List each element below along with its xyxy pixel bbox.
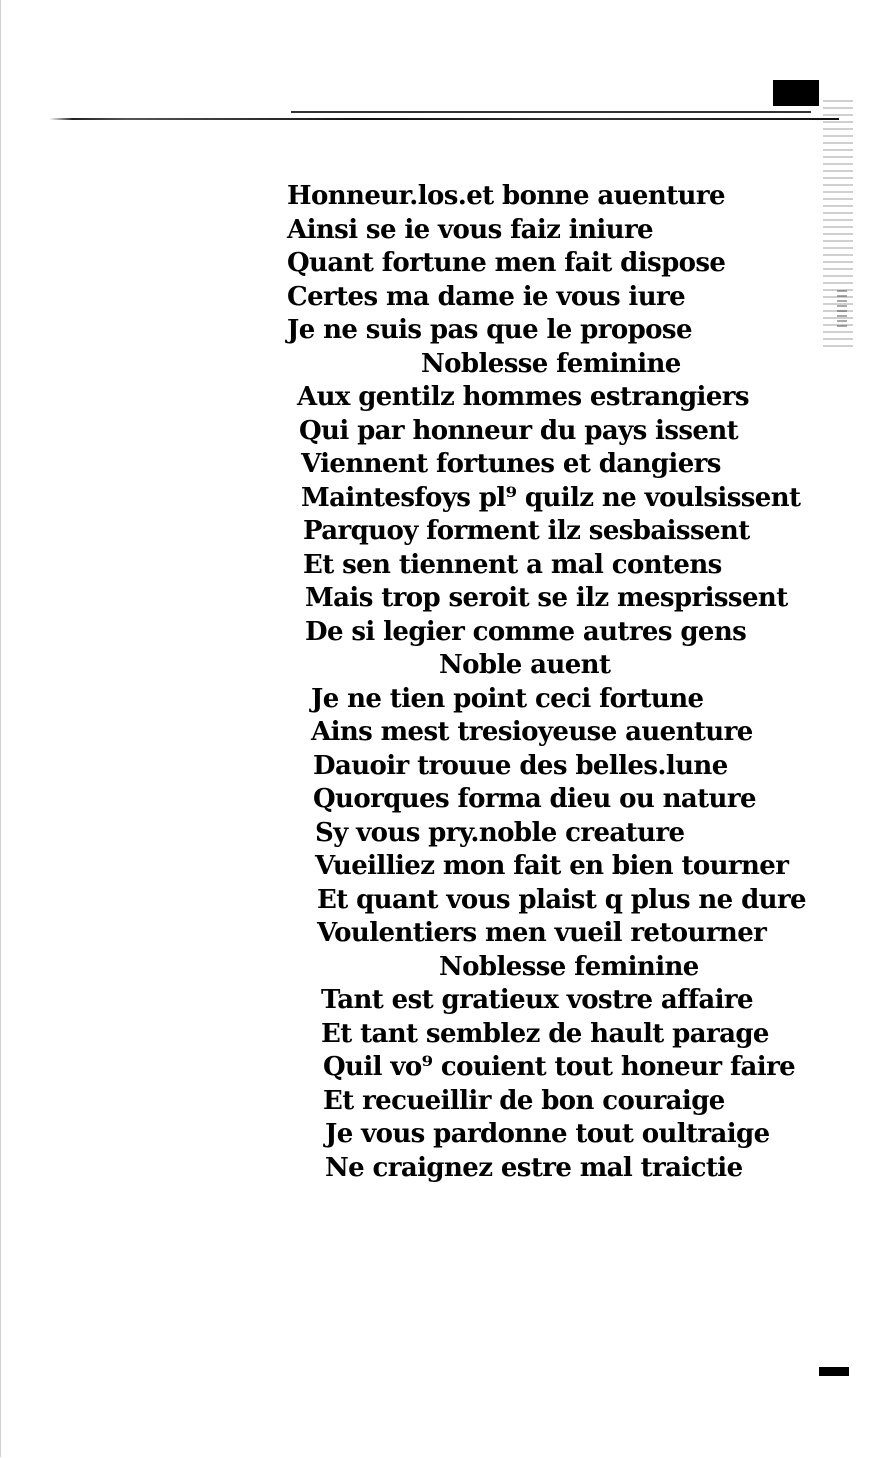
verse-line: Dauoir trouue des belles.lune bbox=[313, 750, 728, 781]
bottom-ink-mark bbox=[819, 1367, 849, 1376]
verse-line: Quant fortune men fait dispose bbox=[287, 248, 726, 278]
top-rule-inner bbox=[291, 111, 811, 113]
verse-line: Ainsi se ie vous faiz iniure bbox=[287, 214, 653, 245]
verse-line: Viennent fortunes et dangiers bbox=[301, 449, 721, 479]
speaker-heading: Noblesse feminine bbox=[421, 348, 681, 379]
verse-line: Ains mest tresioyeuse auenture bbox=[311, 717, 753, 747]
verse-line: De si legier comme autres gens bbox=[305, 616, 747, 647]
verse-line: Honneur.los.et bonne auenture bbox=[287, 181, 725, 211]
speaker-heading: Noblesse feminine bbox=[439, 951, 699, 982]
verse-line: Je vous pardonne tout oultraige bbox=[325, 1119, 770, 1149]
verse-line: Tant est gratieux vostre affaire bbox=[321, 985, 753, 1015]
verse-line: Et quant vous plaist q plus ne dure bbox=[317, 884, 806, 915]
edge-scan-noise-lower bbox=[837, 290, 847, 330]
corner-ink-block bbox=[773, 80, 819, 106]
verse-line: Quorques forma dieu ou nature bbox=[313, 784, 756, 814]
verse-line: Quil vo⁹ couient tout honeur faire bbox=[323, 1052, 796, 1082]
verse-line: Vueilliez mon fait en bien tourner bbox=[315, 851, 789, 881]
verse-line: Certes ma dame ie vous iure bbox=[287, 281, 686, 312]
verse-line: Et tant semblez de hault parage bbox=[321, 1018, 769, 1049]
verse-line: Et sen tiennent a mal contens bbox=[303, 549, 722, 580]
verse-line: Parquoy forment ilz sesbaissent bbox=[303, 516, 750, 546]
verse-line: Je ne tien point ceci fortune bbox=[311, 683, 704, 714]
verse-line: Et recueillir de bon couraige bbox=[323, 1085, 725, 1116]
verse-line: Je ne suis pas que le propose bbox=[287, 315, 692, 345]
verse-line: Mais trop seroit se ilz mesprissent bbox=[305, 583, 788, 613]
verse-line: Qui par honneur du pays issent bbox=[299, 415, 739, 446]
verse-line: Ne craignez estre mal traictie bbox=[325, 1152, 743, 1183]
verse-line: Sy vous pry.noble creature bbox=[315, 817, 685, 848]
speaker-heading: Noble auent bbox=[439, 650, 611, 680]
verse-line: Aux gentilz hommes estrangiers bbox=[297, 382, 749, 412]
verse-line: Maintesfoys pl⁹ quilz ne voulsissent bbox=[301, 482, 801, 513]
verse-line: Voulentiers men vueil retourner bbox=[317, 918, 767, 948]
top-rule bbox=[49, 118, 839, 120]
verse-text bbox=[281, 180, 806, 1185]
